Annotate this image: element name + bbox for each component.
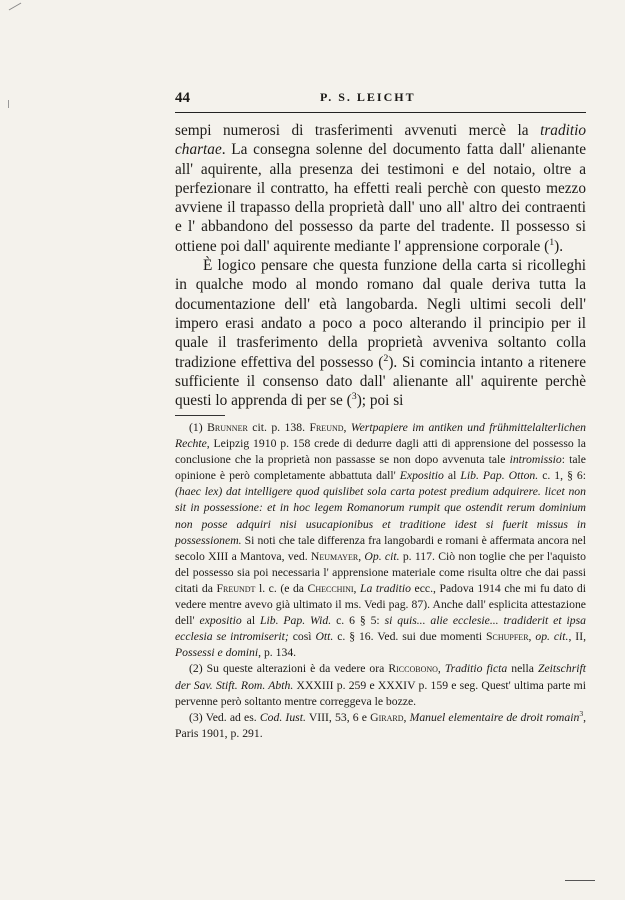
header-rule [175, 112, 586, 113]
text-run: , [353, 581, 361, 595]
footnotes [175, 420, 586, 742]
author-name: Freundt [216, 581, 256, 595]
italic-title: Lib. Pap. Otton. [460, 469, 539, 483]
scan-mark [8, 100, 9, 108]
author-name: Brunner [207, 421, 248, 434]
italic-title: Traditio ficta [444, 662, 508, 676]
text-run: : tale opinione è però completamente abbattuta dall' [175, 453, 586, 483]
text-run: . La consegna solenne del documento fatta dall' alienante all' aquirente, alla presenza dei testimoni e del notaio, oltre a perfezionare il contratto, ha effetti reali perchè con questo mezzo avviene il trapasso della proprietà dall' uno all' altro dei contraenti e l' abbandono del possesso da parte del tradente. Il possesso si ottiene poi dall' aquirente mediante l' apprensione corporale ( [175, 141, 586, 255]
footnote-marker: (1) [189, 421, 203, 434]
footnote-rule [175, 415, 225, 416]
author-name: Schupfer [486, 630, 529, 644]
edition-superscript: 3 [579, 708, 584, 718]
text-run: È logico pensare che questa funzione della carta si ricolleghi in qualche modo al mondo romano dal quale deriva tutta la documentazione dell' età langobarda. Negli ultimi secoli dell' impero erasi andato a poco a poco alterando il principio per il quale il trasferimento della proprietà avveniva soltanto colla tradizione effettiva del possesso ( [175, 257, 586, 371]
footnote-ref: 3 [351, 391, 357, 403]
text-run: p. 117. Ciò non toglie che per l'aquisto del possesso sia poi necessaria l' apprensione materiale come risulta oltre che dai passi citati da [175, 549, 586, 595]
author-name: Freund [309, 421, 344, 434]
text-run: , Paris 1901, p. 291. [175, 710, 587, 740]
italic-title: La traditio [360, 581, 411, 595]
text-run: al [241, 614, 260, 628]
text-run: , [403, 710, 410, 724]
author-name: Girard [370, 710, 404, 724]
italic-quote: si quis... alie ecclesie... tradiderit et ipsa ecclesia se intromiserit; [175, 614, 587, 644]
text-run: , [528, 630, 536, 644]
text-run: Su queste alterazioni è da vedere ora [202, 662, 389, 676]
author-name: Checchini [307, 581, 354, 595]
text-run: , II, [568, 630, 587, 644]
text-run: VIII, 53, 6 e [305, 710, 371, 724]
italic-term: op. cit. [535, 630, 569, 644]
italic-term: intromissio [509, 453, 562, 467]
footnote-3 [175, 710, 586, 742]
text-run: cit. p. 138. [247, 421, 310, 434]
footnote-2 [175, 661, 586, 709]
italic-term: Expositio [399, 469, 444, 483]
italic-title: Manuel elementaire de droit romain [409, 710, 580, 724]
italic-term: traditio chartae [175, 122, 586, 159]
text-run: ecc., Padova 1914 che mi fu dato di vedere mentre avevo già ultimato il ms. Vedi pag. 87). Anche dall' esplicita attestazione dell' [175, 581, 586, 628]
text-run: XXXIII p. 259 e XXXIV p. 159 e seg. Quest' ultima parte mi pervenne però soltanto mentre correggeva le bozze. [175, 678, 586, 708]
page-number: 44 [175, 90, 190, 106]
footnote-1 [175, 420, 586, 661]
italic-title: Possessi e domini [175, 646, 259, 660]
main-text [175, 121, 586, 410]
scan-mark [565, 880, 595, 881]
italic-title: Zeitschrift der Sav. Stift. Rom. Abth. [175, 662, 586, 692]
author-name: Riccobono [388, 662, 438, 676]
text-run: ). Si comincia intanto a ritenere sufficiente il consenso dato dall' alienante all' aquirente perchè questi lo apprenda di per se ( [175, 353, 586, 410]
page-header [175, 90, 585, 106]
running-title: P. S. LEICHT [320, 90, 416, 104]
text-run: sempi numerosi di trasferimenti avvenuti mercè la [175, 122, 541, 139]
paragraph [175, 256, 586, 410]
paragraph [175, 121, 586, 256]
footnote-ref: 2 [383, 352, 389, 364]
text-run: c. 6 § 5: [331, 614, 385, 628]
italic-term: Ott. [315, 630, 334, 644]
text-run: Ved. ad es. [202, 710, 260, 724]
text-run: l. c. (e da [255, 581, 308, 595]
italic-term: expositio [199, 614, 242, 628]
footnote-marker: (2) [189, 662, 203, 676]
text-run: così [288, 630, 316, 644]
scan-mark [9, 3, 22, 11]
text-run: , [437, 662, 445, 676]
author-name: Neumayer [310, 549, 359, 563]
italic-title: Lib. Pap. Wid. [260, 614, 332, 628]
text-run: ); poi si [356, 392, 404, 410]
italic-title: Wertpapiere im antiken und frühmittelalterlichen Rechte [175, 421, 587, 451]
footnote-marker: (3) [189, 710, 203, 724]
italic-term: Op. cit. [364, 549, 400, 563]
text-run: , [343, 421, 351, 434]
text-run: c. § 16. Ved. sui due momenti [333, 630, 487, 644]
text-run: , Leipzig 1910 p. 158 crede di dedurre dagli atti di apprensione del possesso la conclusione che la proprietà non passasse se non dopo avvenuta tale [175, 437, 586, 467]
text-run: al [443, 469, 461, 483]
italic-title: Cod. Iust. [259, 710, 306, 724]
italic-quote: (haec lex) dat intelligere quod quislibet sola carta potest predium adquirere. licet non sit in possessione: et in hoc legem Romanorum rumpit que ostendit rerum dominium non posse adquiri nisi usucapionibus et traditione idest si fuerit missus in possessionem. [175, 485, 586, 547]
text-run: nella [507, 662, 538, 676]
text-run: ). [554, 237, 564, 255]
text-run: , [358, 549, 365, 563]
footnote-ref: 1 [549, 236, 555, 248]
text-run: Si noti che tale differenza fra langobardi e romani è affermata ancora nel secolo XIII a Mantova, ved. [175, 533, 586, 563]
text-run: , p. 134. [258, 646, 297, 660]
text-run: c. 1, § 6: [538, 469, 587, 483]
